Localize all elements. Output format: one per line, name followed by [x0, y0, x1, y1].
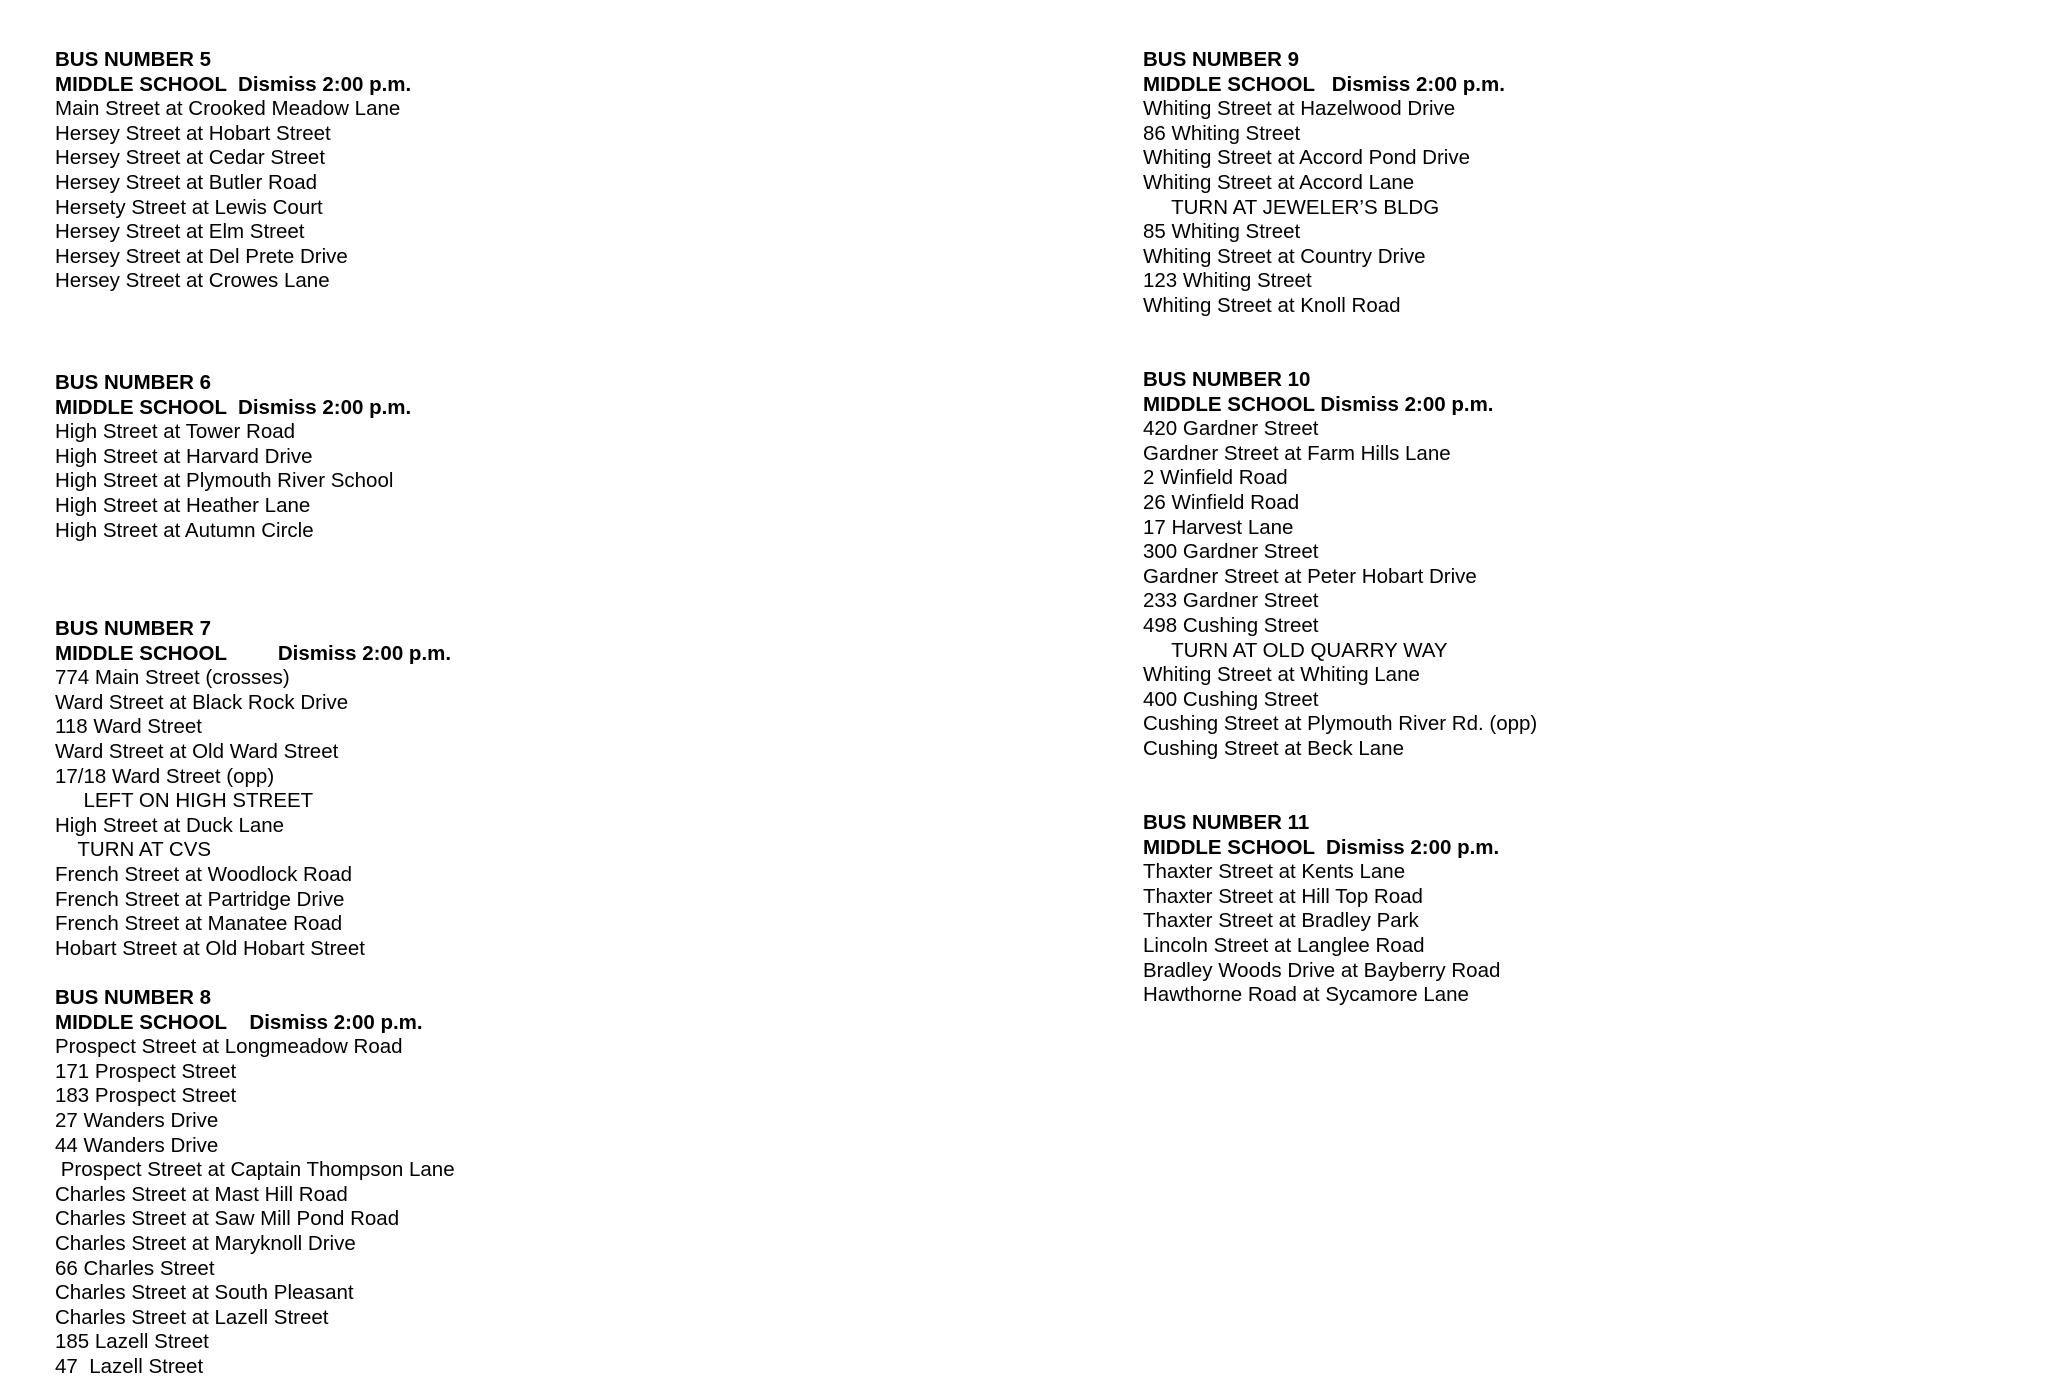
route-title: BUS NUMBER 10 — [1143, 368, 1311, 391]
stop: 300 Gardner Street — [1143, 540, 1319, 564]
stop: 171 Prospect Street — [55, 1059, 237, 1083]
stop: 86 Whiting Street — [1143, 121, 1301, 145]
stop: 498 Cushing Street — [1143, 613, 1319, 637]
school-name: MIDDLE SCHOOL — [55, 395, 227, 419]
route-dismissal — [1143, 836, 1500, 861]
stop: Hersey Street at Del Prete Drive — [55, 244, 348, 268]
stop: Thaxter Street at Kents Lane — [1143, 860, 1406, 884]
route-dismissal — [55, 73, 411, 98]
stop: Ward Street at Black Rock Drive — [55, 690, 349, 714]
stop: 17 Harvest Lane — [1143, 515, 1294, 539]
route-dismissal — [1143, 393, 1537, 418]
route-title: BUS NUMBER 6 — [55, 371, 212, 394]
stop: 233 Gardner Street — [1143, 589, 1319, 613]
school-name: MIDDLE SCHOOL — [1143, 835, 1315, 859]
dismiss-time: Dismiss 2:00 p.m. — [277, 641, 452, 665]
stop: French Street at Manatee Road — [55, 912, 343, 936]
bus-route-11 — [1143, 811, 1500, 1008]
route-title: BUS NUMBER 5 — [55, 48, 212, 71]
route-dismissal — [55, 1011, 455, 1036]
stop: Hobart Street at Old Hobart Street — [55, 936, 365, 960]
stop: Charles Street at Lazell Street — [55, 1305, 329, 1329]
stop: 27 Wanders Drive — [55, 1108, 219, 1132]
bus-route-6 — [55, 371, 411, 543]
stop: Hersey Street at Butler Road — [55, 170, 318, 194]
bus-route-10 — [1143, 368, 1537, 762]
stop: Charles Street at Maryknoll Drive — [55, 1231, 356, 1255]
stop: 774 Main Street (crosses) — [55, 666, 290, 690]
stop: 17/18 Ward Street (opp) — [55, 764, 275, 788]
dismiss-time: Dismiss 2:00 p.m. — [238, 395, 412, 419]
route-title: BUS NUMBER 8 — [55, 986, 212, 1009]
stop: French Street at Partridge Drive — [55, 887, 345, 911]
stop: Thaxter Street at Bradley Park — [1143, 909, 1419, 933]
stop: Prospect Street at Longmeadow Road — [55, 1035, 403, 1059]
route-dismissal — [1143, 73, 1505, 98]
stop: High Street at Plymouth River School — [55, 469, 394, 493]
dismiss-time: Dismiss 2:00 p.m. — [238, 72, 412, 96]
stop: Cushing Street at Beck Lane — [1143, 736, 1404, 760]
stop: Thaxter Street at Hill Top Road — [1143, 884, 1423, 908]
stop: 420 Gardner Street — [1143, 417, 1319, 441]
stop: 400 Cushing Street — [1143, 687, 1319, 711]
stop: Cushing Street at Plymouth River Rd. (opp) — [1143, 712, 1538, 736]
stop: Hersety Street at Lewis Court — [55, 195, 323, 219]
stop: Bradley Woods Drive at Bayberry Road — [1143, 958, 1501, 982]
route-dismissal — [55, 642, 451, 667]
stop: Hersey Street at Elm Street — [55, 220, 305, 244]
school-name: MIDDLE SCHOOL — [55, 641, 227, 665]
stop: 47 Lazell Street — [55, 1354, 204, 1378]
stop: 123 Whiting Street — [1143, 269, 1312, 293]
stop: Lincoln Street at Langlee Road — [1143, 933, 1425, 957]
stop: Whiting Street at Hazelwood Drive — [1143, 97, 1456, 121]
stop: 185 Lazell Street — [55, 1330, 209, 1354]
school-name: MIDDLE SCHOOL — [1143, 72, 1315, 96]
stop: 66 Charles Street — [55, 1256, 215, 1280]
route-direction: TURN AT OLD QUARRY WAY — [1143, 638, 1448, 662]
stop: High Street at Harvard Drive — [55, 444, 313, 468]
stop: Whiting Street at Knoll Road — [1143, 293, 1401, 317]
stop: Ward Street at Old Ward Street — [55, 739, 339, 763]
school-name: MIDDLE SCHOOL — [1143, 392, 1315, 416]
bus-route-5 — [55, 48, 411, 294]
stop: Hersey Street at Cedar Street — [55, 146, 326, 170]
stop: Hersey Street at Hobart Street — [55, 121, 331, 145]
stop: Whiting Street at Accord Lane — [1143, 170, 1415, 194]
bus-route-9 — [1143, 48, 1505, 319]
stop: French Street at Woodlock Road — [55, 862, 353, 886]
dismiss-time: Dismiss 2:00 p.m. — [249, 1010, 423, 1034]
dismiss-time: Dismiss 2:00 p.m. — [1326, 835, 1500, 859]
stop: Hawthorne Road at Sycamore Lane — [1143, 983, 1469, 1007]
stop: Whiting Street at Accord Pond Drive — [1143, 146, 1471, 170]
route-dismissal — [55, 396, 411, 421]
school-name: MIDDLE SCHOOL — [55, 1010, 227, 1034]
stop: Whiting Street at Country Drive — [1143, 244, 1426, 268]
stop: High Street at Autumn Circle — [55, 518, 314, 542]
bus-route-7 — [55, 617, 451, 961]
stop: 26 Winfield Road — [1143, 490, 1300, 514]
stop: Gardner Street at Peter Hobart Drive — [1143, 564, 1477, 588]
stop: High Street at Duck Lane — [55, 813, 285, 837]
school-name: MIDDLE SCHOOL — [55, 72, 227, 96]
dismiss-time: Dismiss 2:00 p.m. — [1331, 72, 1505, 96]
stop: 2 Winfield Road — [1143, 466, 1288, 490]
stop: 118 Ward Street — [55, 715, 202, 739]
route-title: BUS NUMBER 11 — [1143, 811, 1310, 834]
stop: Whiting Street at Whiting Lane — [1143, 663, 1420, 687]
stop: Gardner Street at Farm Hills Lane — [1143, 441, 1451, 465]
stop: 44 Wanders Drive — [55, 1133, 219, 1157]
route-direction: TURN AT JEWELER’S BLDG — [1143, 195, 1440, 219]
stop: Main Street at Crooked Meadow Lane — [55, 97, 401, 121]
route-title: BUS NUMBER 7 — [55, 617, 212, 640]
route-title: BUS NUMBER 9 — [1143, 48, 1300, 71]
stop: 183 Prospect Street — [55, 1084, 237, 1108]
stop: High Street at Heather Lane — [55, 493, 311, 517]
stop: Charles Street at Saw Mill Pond Road — [55, 1207, 400, 1231]
stop: 85 Whiting Street — [1143, 220, 1301, 244]
stop: Prospect Street at Captain Thompson Lane — [55, 1158, 455, 1182]
stop: Charles Street at South Pleasant — [55, 1281, 354, 1305]
bus-route-8 — [55, 986, 455, 1380]
stop: Charles Street at Mast Hill Road — [55, 1182, 348, 1206]
route-direction: TURN AT CVS — [55, 838, 212, 862]
stop: Hersey Street at Crowes Lane — [55, 269, 330, 293]
route-direction: LEFT ON HIGH STREET — [55, 789, 314, 813]
stop: High Street at Tower Road — [55, 420, 296, 444]
dismiss-time: Dismiss 2:00 p.m. — [1320, 392, 1494, 416]
